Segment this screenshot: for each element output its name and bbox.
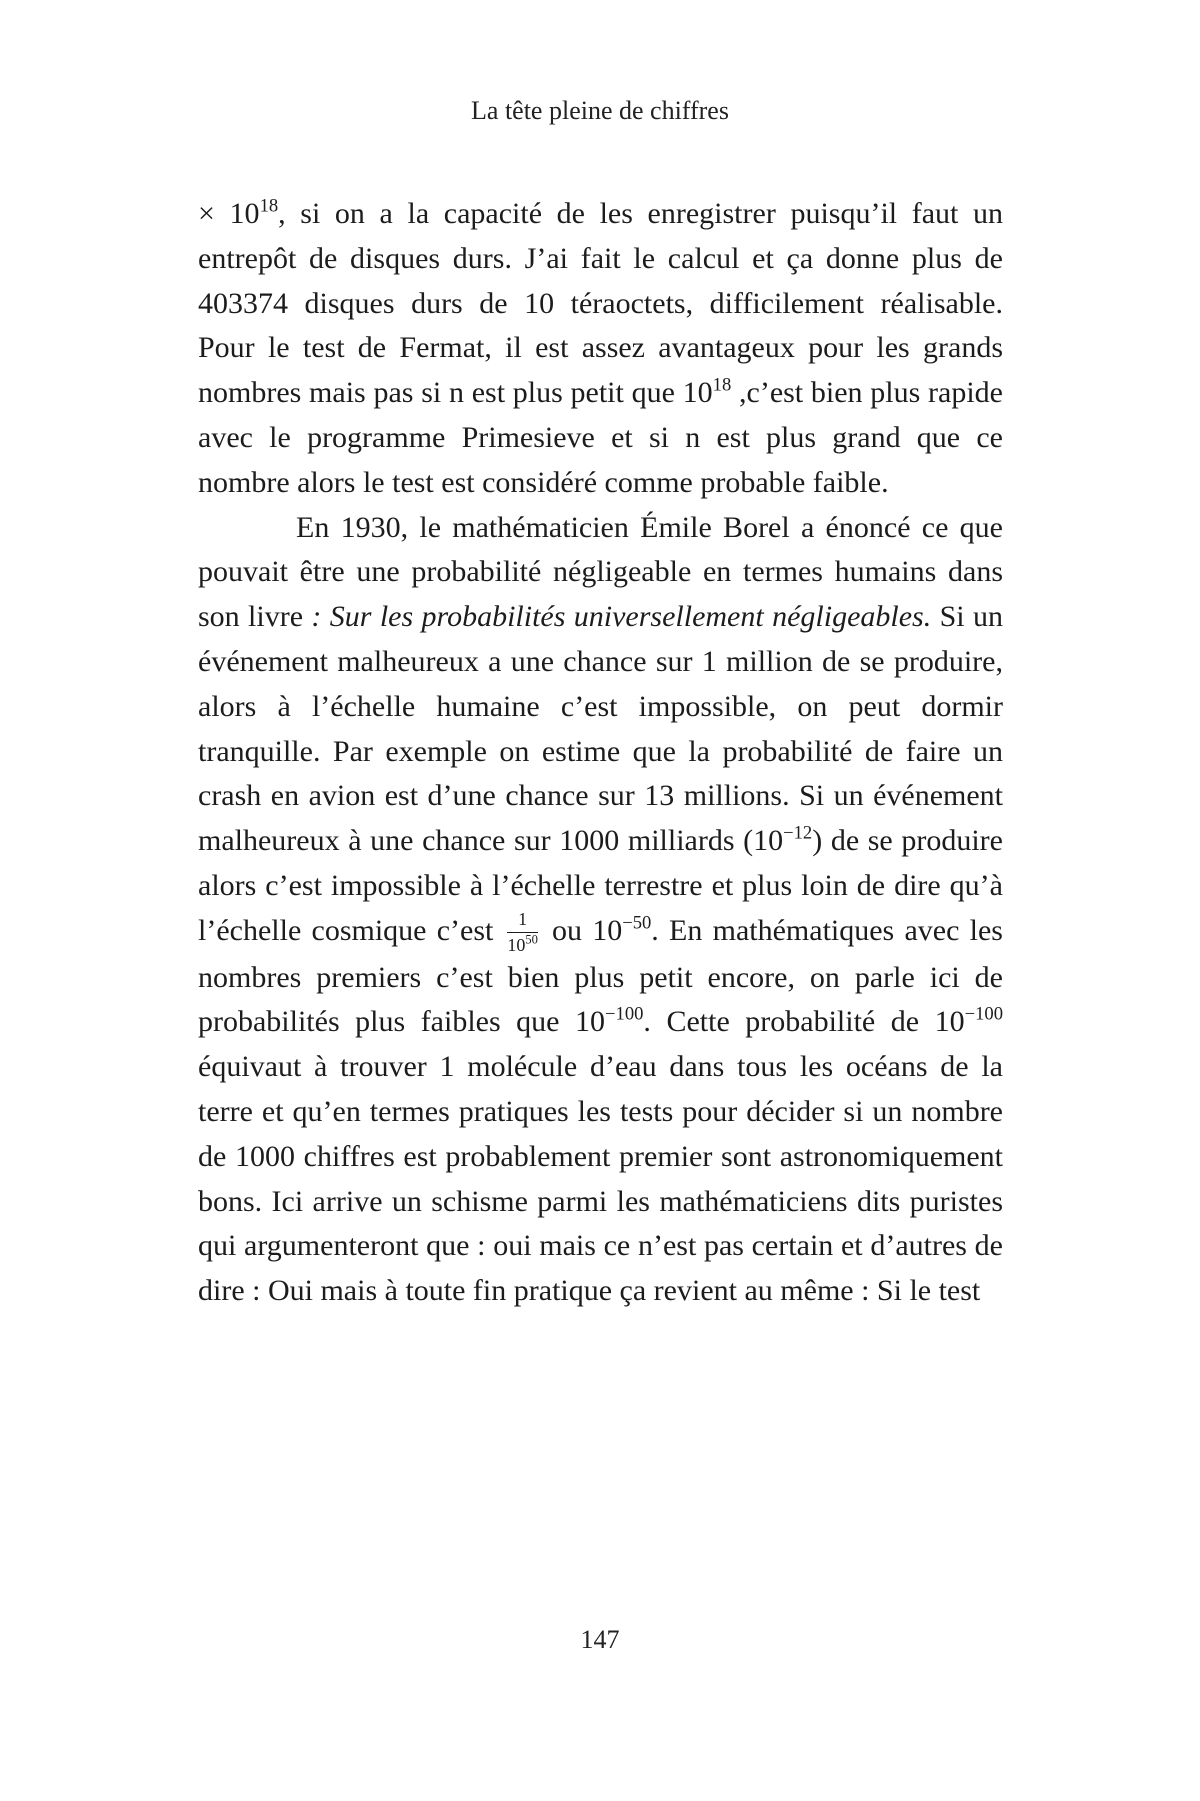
text-run: équivaut à trouver 1 molécule d’eau dans tous les océans de la terre et qu’en termes pratiques les tests pour décider si un nombre de 1000 chiffres est probablement premier sont astronomiquement bons. Ici arrive un schisme parmi les mathématiciens dits puristes qui argumenteront que : oui mais ce n’est pas certain et d’autres de dire : Oui mais à toute fin pratique ça revient au même : Si le test	[198, 1050, 1003, 1308]
text-run: × 10	[198, 197, 260, 230]
fraction-base: 10	[507, 934, 526, 955]
fraction-numerator: 1	[507, 910, 538, 933]
superscript: 18	[712, 374, 732, 396]
fraction-denominator	[507, 933, 538, 956]
text-run: . En mathématiques avec les nombres premiers c’est bien plus petit encore, on parle ici de probabilités plus faibles que 10	[198, 913, 1003, 1039]
fraction	[507, 910, 538, 956]
text-run: En 1930, le mathématicien Émile Borel a énoncé ce que pouvait être une probabilité négligeable en termes humains dans son livre	[198, 510, 1003, 634]
text-run: . Cette probabilité de 10	[643, 1005, 965, 1039]
text-run: Si un événement malheureux a une chance sur 1 million de se produire, alors à l’échelle humaine c’est impossible, on peut dormir tranquille. Par exemple on estime que la probabilité de faire un crash en avion est d’une chance sur 13 millions. Si un événement malheureux à une chance sur 1000 milliards (10	[198, 600, 1003, 858]
superscript: −100	[605, 1003, 644, 1025]
text-run: ,c’est bien plus rapide avec le programme Primesieve et si n est plus grand que ce nombre alors le test est considéré comme probable faible.	[198, 376, 1003, 499]
superscript: −100	[964, 1003, 1003, 1025]
body-text	[198, 192, 1003, 1314]
paragraph-1	[198, 192, 1003, 506]
page-number: 147	[580, 1625, 620, 1654]
running-header: La tête pleine de chiffres	[471, 96, 729, 125]
superscript: −12	[783, 822, 813, 844]
superscript: 18	[259, 195, 279, 217]
fraction-exponent: 50	[525, 932, 538, 947]
text-run: ou 10	[551, 913, 623, 947]
text-run: , si on a la capacité de les enregistrer puisqu’il faut un entrepôt de disques durs. J’ai fait le calcul et ça donne plus de 403374 disques durs de 10 téraoctets, difficilement réalisable. Pour le test de Fermat, il est assez avantageux pour les grands nombres mais pas si n est plus petit que 10	[198, 197, 1004, 410]
paragraph-2	[198, 506, 1003, 1314]
book-title-italic: : Sur les probabilités universellement négligeables.	[311, 600, 932, 634]
superscript: −50	[622, 912, 652, 934]
text-run: ) de se produire alors c’est impossible à l’échelle terrestre et plus loin de dire qu’à l’échelle cosmique c’est	[198, 824, 1003, 947]
